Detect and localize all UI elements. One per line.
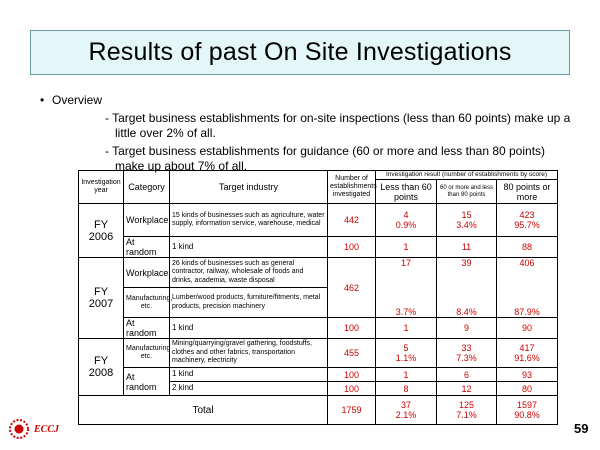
header-number-investigated: Number of establishments investigated xyxy=(328,171,376,204)
overview-bullet xyxy=(40,93,102,107)
category-manufacturing: Manufacturing, etc. xyxy=(124,288,170,318)
eccj-logo xyxy=(8,418,59,440)
bullet-dot: • xyxy=(40,93,45,107)
industry-cell: 26 kinds of businesses such as general contractor, railway, wholesale of foods and drinks, academia, waste disposal xyxy=(170,258,328,288)
result-80-or-more xyxy=(497,258,558,318)
total-number-investigated: 1759 xyxy=(328,396,376,425)
result-less-than-60 xyxy=(376,204,437,237)
year-fy2008: FY 2008 xyxy=(79,339,124,396)
count: 125 xyxy=(458,400,475,410)
header-target-industry: Target industry xyxy=(170,171,328,204)
count: 406 xyxy=(519,258,535,268)
number-investigated: 462 xyxy=(328,258,376,318)
result-60-to-80: 9 xyxy=(437,318,497,339)
industry-cell: Lumber/wood products, furniture/fitments, metal products, precision machinery xyxy=(170,288,328,318)
industry-cell: 1 kind xyxy=(170,318,328,339)
percent: 8.4% xyxy=(456,307,477,317)
header-60-to-80: 60 or more and less than 80 points xyxy=(437,180,497,204)
investigation-table xyxy=(78,170,558,425)
result-60-to-80: 6 xyxy=(437,368,497,382)
count: 1597 xyxy=(516,400,538,410)
industry-cell: 2 kind xyxy=(170,382,328,396)
count: 417 xyxy=(519,343,535,353)
result-80-or-more xyxy=(497,339,558,368)
result-60-to-80 xyxy=(437,204,497,237)
percent: 7.3% xyxy=(456,353,477,363)
percent: 95.7% xyxy=(514,220,540,230)
logo-text: ECCJ xyxy=(34,423,60,435)
result-80-or-more: 88 xyxy=(497,237,558,258)
number-investigated: 100 xyxy=(328,237,376,258)
total-label: Total xyxy=(79,396,328,425)
percent: 3.4% xyxy=(456,220,477,230)
result-less-than-60: 8 xyxy=(376,382,437,396)
header-80-or-more: 80 points or more xyxy=(497,180,558,204)
number-investigated: 100 xyxy=(328,382,376,396)
category-at-random: At random xyxy=(124,237,170,258)
result-80-or-more: 80 xyxy=(497,382,558,396)
result-80-or-more: 90 xyxy=(497,318,558,339)
slide-title: Results of past On Site Investigations xyxy=(30,30,570,75)
result-60-to-80 xyxy=(437,339,497,368)
number-investigated: 442 xyxy=(328,204,376,237)
percent: 0.9% xyxy=(395,220,417,230)
percent: 1.1% xyxy=(395,353,417,363)
result-60-to-80: 12 xyxy=(437,382,497,396)
result-60-to-80 xyxy=(437,258,497,318)
percent: 91.6% xyxy=(514,353,540,363)
count: 39 xyxy=(461,258,472,268)
result-less-than-60 xyxy=(376,258,437,318)
count: 37 xyxy=(400,400,411,410)
category-at-random: At random xyxy=(124,318,170,339)
industry-cell: Mining/quarrying/gravel gathering, foodstuffs, clothes and other fabrics, transportation machinery, electricity xyxy=(170,339,328,368)
overview-label: Overview xyxy=(52,93,103,107)
result-less-than-60: 1 xyxy=(376,318,437,339)
result-less-than-60: 1 xyxy=(376,368,437,382)
eccj-emblem-icon xyxy=(8,418,30,440)
percent: 2.1% xyxy=(395,410,417,420)
number-investigated: 100 xyxy=(328,318,376,339)
header-investigation-year: Investigation year xyxy=(79,171,124,204)
result-80-or-more xyxy=(497,204,558,237)
result-less-than-60: 1 xyxy=(376,237,437,258)
industry-cell: 1 kind xyxy=(170,368,328,382)
sub-item-1: - Target business establishments for on-site inspections (less than 60 points) make up a little over 2% of all. xyxy=(105,111,571,140)
count: 15 xyxy=(461,210,472,220)
page-number: 59 xyxy=(574,421,589,436)
number-investigated: 455 xyxy=(328,339,376,368)
category-workplace: Workplace xyxy=(124,258,170,288)
percent: 87.9% xyxy=(514,307,540,317)
percent: 3.7% xyxy=(395,307,417,317)
count: 33 xyxy=(461,343,472,353)
industry-cell: 15 kinds of businesses such as agriculture, water supply, information service, warehouse, medical xyxy=(170,204,328,237)
total-less-than-60 xyxy=(376,396,437,425)
category-at-random: At random xyxy=(124,368,170,396)
category-manufacturing: Manufacturing etc. xyxy=(124,339,170,368)
year-fy2007: FY 2007 xyxy=(79,258,124,339)
total-60-to-80 xyxy=(437,396,497,425)
count: 17 xyxy=(400,258,411,268)
percent: 7.1% xyxy=(456,410,477,420)
year-fy2006: FY 2006 xyxy=(79,204,124,258)
count: 4 xyxy=(403,210,409,220)
industry-cell: 1 kind xyxy=(170,237,328,258)
count: 423 xyxy=(519,210,535,220)
category-workplace: Workplace xyxy=(124,204,170,237)
result-80-or-more: 93 xyxy=(497,368,558,382)
sub-item-2: - Target business establishments for guidance (60 or more and less than 80 points) make up about 7% of all. xyxy=(105,144,546,173)
overview-sub-items xyxy=(105,111,575,177)
header-investigation-result: Investigation result (number of establishments by score) xyxy=(376,171,558,180)
result-less-than-60 xyxy=(376,339,437,368)
header-less-than-60: Less than 60 points xyxy=(376,180,437,204)
total-80-or-more xyxy=(497,396,558,425)
number-investigated: 100 xyxy=(328,368,376,382)
percent: 90.8% xyxy=(514,410,540,420)
result-60-to-80: 11 xyxy=(437,237,497,258)
header-category: Category xyxy=(124,171,170,204)
count: 5 xyxy=(403,343,409,353)
